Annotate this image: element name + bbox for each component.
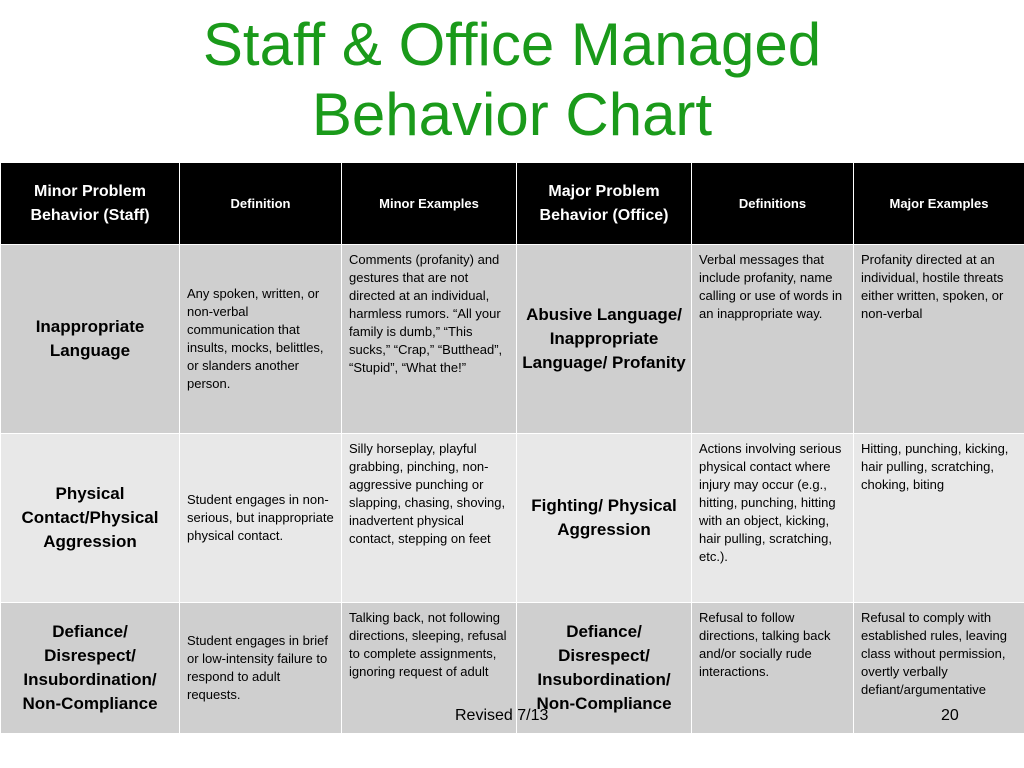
behavior-chart-table	[0, 162, 1024, 734]
major-definition-cell: Actions involving serious physical contact where injury may occur (e.g., hitting, punching, hitting with an object, kicking, hair pulling, scratching, etc.).	[692, 434, 854, 603]
page-number: 20	[941, 707, 959, 724]
major-behavior-cell: Defiance/ Disrespect/ Insubordination/ Non-Compliance	[517, 603, 692, 734]
major-definition-cell: Refusal to follow directions, talking back and/or socially rude interactions.	[692, 603, 854, 734]
revised-date: Revised 7/13	[455, 707, 549, 724]
header-minor-behavior: Minor Problem Behavior (Staff)	[1, 163, 180, 245]
minor-examples-cell: Comments (profanity) and gestures that are not directed at an individual, harmless rumors. “All your family is dumb,” “This sucks,” “Crap,” “Butthead”, “Stupid”, “What the!”	[342, 245, 517, 434]
minor-examples-cell: Talking back, not following directions, sleeping, refusal to complete assignments, ignoring request of adult	[342, 603, 517, 734]
minor-behavior-cell: Inappropriate Language	[1, 245, 180, 434]
header-definition: Definition	[180, 163, 342, 245]
header-major-examples: Major Examples	[854, 163, 1024, 245]
table-header-row	[1, 163, 1024, 245]
table-row	[1, 434, 1024, 603]
definition-cell: Any spoken, written, or non-verbal communication that insults, mocks, belittles, or slanders another person.	[180, 245, 342, 434]
major-behavior-cell: Fighting/ Physical Aggression	[517, 434, 692, 603]
minor-examples-cell: Silly horseplay, playful grabbing, pinching, non-aggressive punching or slapping, chasing, shoving, inadvertent physical contact, stepping on feet	[342, 434, 517, 603]
definition-cell: Student engages in non-serious, but inappropriate physical contact.	[180, 434, 342, 603]
title-line-1: Staff & Office Managed	[202, 11, 822, 78]
title-line-2: Behavior Chart	[311, 81, 713, 148]
major-definition-cell: Verbal messages that include profanity, name calling or use of words in an inappropriate way.	[692, 245, 854, 434]
page-title	[0, 10, 1024, 150]
major-examples-cell: Refusal to comply with established rules, leaving class without permission, overtly verbally defiant/argumentative	[854, 603, 1024, 734]
major-behavior-cell: Abusive Language/ Inappropriate Language/ Profanity	[517, 245, 692, 434]
major-examples-cell: Hitting, punching, kicking, hair pulling, scratching, choking, biting	[854, 434, 1024, 603]
header-definitions: Definitions	[692, 163, 854, 245]
definition-cell: Student engages in brief or low-intensity failure to respond to adult requests.	[180, 603, 342, 734]
minor-behavior-cell: Physical Contact/Physical Aggression	[1, 434, 180, 603]
header-minor-examples: Minor Examples	[342, 163, 517, 245]
table-row	[1, 245, 1024, 434]
minor-behavior-cell: Defiance/ Disrespect/ Insubordination/ Non-Compliance	[1, 603, 180, 734]
header-major-behavior: Major Problem Behavior (Office)	[517, 163, 692, 245]
major-examples-cell: Profanity directed at an individual, hostile threats either written, spoken, or non-verbal	[854, 245, 1024, 434]
